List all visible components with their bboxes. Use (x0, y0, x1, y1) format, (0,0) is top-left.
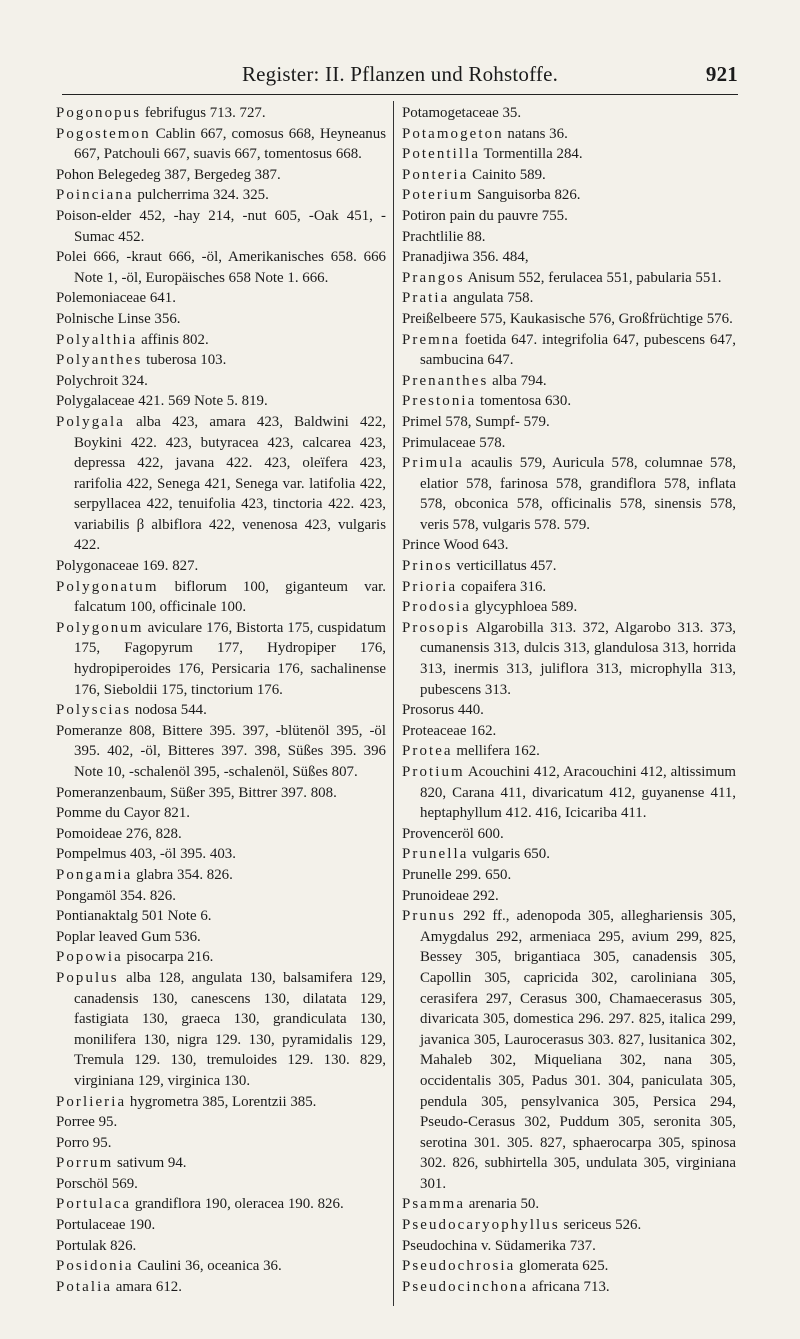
index-entry (402, 1215, 736, 1236)
entry-head: Populus (56, 969, 119, 986)
entry-text: sericeus 526. (559, 1217, 642, 1234)
entry-head: Polygonum (56, 619, 144, 636)
index-entry (402, 1277, 736, 1298)
entry-head: Pomeranze 808, Bittere 395. 397, -blütenöl 395, -öl 395. 402, -öl, Bitteres 397. 398, Süßes 395. 396 Note 10, -schalenöl 395, -schalenöl, Süßes 807. (56, 722, 386, 780)
index-entry (56, 206, 386, 247)
index-entry (402, 618, 736, 700)
left-column (56, 103, 386, 1297)
entry-text: acaulis 579, Auricula 578, columnae 578, elatior 578, farinosa 578, grandiflora 578, inflata 578, obconica 578, officinalis 578, sinensis 578, veris 578, vulgaris 578. 579. (420, 455, 736, 533)
index-entry (56, 927, 386, 948)
index-entry (56, 1236, 386, 1257)
entry-head: Potamogeton (402, 125, 504, 142)
entry-head: Prosopis (402, 619, 471, 636)
entry-head: Poterium (402, 187, 474, 204)
entry-head: Pseudocaryophyllus (402, 1217, 560, 1234)
entry-head: Portulaceae 190. (56, 1217, 156, 1234)
entry-text: pulcherrima 324. 325. (133, 187, 269, 204)
index-entry (56, 1112, 386, 1133)
entry-text: febrifugus 713. 727. (141, 105, 266, 121)
entry-head: Primel 578, Sumpf- 579. (402, 413, 550, 430)
index-entry (402, 268, 736, 289)
index-entry (402, 165, 736, 186)
index-entry (56, 309, 386, 330)
index-entry (56, 1133, 386, 1154)
index-entry (56, 865, 386, 886)
index-entry (56, 124, 386, 165)
entry-head: Polei 666, -kraut 666, -öl, Amerikanisches 658. 666 Note 1, -öl, Europäisches 658 Note 1. 666. (56, 249, 386, 286)
header-title: Register: II. Pflanzen und Rohstoffe. (241, 62, 559, 86)
entry-head: Proteaceae 162. (402, 722, 497, 739)
entry-head: Pohon Belegedeg 387, Bergedeg 387. (56, 166, 281, 183)
index-entry (402, 886, 736, 907)
index-entry (56, 577, 386, 618)
index-entry (56, 700, 386, 721)
entry-text: foetida 647. integrifolia 647, pubescens 647, sambucina 647. (420, 331, 736, 369)
entry-text: arenaria 50. (465, 1196, 540, 1213)
entry-head: Posidonia (56, 1258, 134, 1275)
entry-head: Pomeranzenbaum, Süßer 395, Bittrer 397. 808. (56, 784, 337, 801)
entry-head: Potentilla (402, 146, 481, 163)
entry-head: Portulaca (56, 1196, 132, 1213)
entry-text: tomentosa 630. (476, 393, 572, 410)
entry-head: Prunelle 299. 650. (402, 866, 512, 883)
index-entry (402, 330, 736, 371)
index-entry (402, 1236, 736, 1257)
index-entry (402, 762, 736, 824)
entry-head: Pomoideae 276, 828. (56, 825, 182, 842)
index-entry (56, 247, 386, 288)
index-entry (56, 1256, 386, 1277)
entry-head: Prunella (402, 846, 469, 863)
entry-head: Prunus (402, 908, 456, 925)
entry-text: Cainito 589. (468, 166, 546, 183)
entry-head: Ponteria (402, 166, 469, 183)
entry-text: nodosa 544. (131, 702, 207, 719)
entry-head: Prinos (402, 558, 453, 575)
entry-head: Potalia (56, 1278, 113, 1295)
entry-head: Pogostemon (56, 125, 151, 142)
entry-head: Protium (402, 764, 465, 780)
entry-head: Poison-elder 452, -hay 214, -nut 605, -Oak 451, -Sumac 452. (56, 207, 386, 245)
entry-head: Pongamia (56, 866, 133, 883)
entry-text: alba 794. (488, 372, 547, 389)
entry-text: alba 423, amara 423, Baldwini 422, Boykini 422. 423, butyracea 423, calcarea 423, depressa 422, javana 422. 423, oleïfera 423, rarifolia 422, Senega 421, Senega var. latifolia 422, serpyllacea 422, tenuifolia 423, tinctoria 422. 423, variabilis β albiflora 422, venenosa 423, vulgaris 422. (74, 413, 386, 554)
index-entry (402, 741, 736, 762)
entry-head: Psamma (402, 1196, 466, 1213)
entry-head: Porschöl 569. (56, 1175, 138, 1192)
entry-head: Pseudochina v. Südamerika 737. (402, 1237, 596, 1254)
index-entry (56, 350, 386, 371)
entry-head: Pontianaktalg 501 Note 6. (56, 908, 212, 925)
index-entry (402, 433, 736, 454)
entry-head: Poplar leaved Gum 536. (56, 928, 201, 945)
entry-text: aviculare 176, Bistorta 175, cuspidatum 175, Fagopyrum 177, Hydropiper 176, hydropiperoides 176, Persicaria 176, sachalinense 176, Sieboldii 175, tinctorium 176. (74, 619, 386, 698)
entry-head: Pogonopus (56, 105, 142, 121)
index-entry (56, 906, 386, 927)
entry-head: Preißelbeere 575, Kaukasische 576, Großfrüchtige 576. (402, 310, 733, 327)
index-entry (56, 1092, 386, 1113)
entry-head: Poinciana (56, 187, 134, 204)
index-entry (402, 185, 736, 206)
column-divider (393, 101, 394, 1306)
index-entry (56, 185, 386, 206)
entry-head: Porlieria (56, 1093, 127, 1110)
index-entry (402, 103, 736, 124)
entry-head: Potamogetaceae 35. (402, 105, 522, 121)
index-entry (402, 144, 736, 165)
entry-head: Prunoideae 292. (402, 887, 499, 904)
index-entry (56, 721, 386, 783)
entry-text: mellifera 162. (452, 743, 540, 760)
entry-head: Prioria (402, 578, 458, 595)
index-entry (56, 1194, 386, 1215)
entry-text: angulata 758. (449, 290, 534, 307)
index-entry (56, 330, 386, 351)
entry-head: Prestonia (402, 393, 477, 410)
index-entry (402, 597, 736, 618)
entry-head: Polyscias (56, 702, 132, 719)
entry-text: glabra 354. 826. (132, 866, 233, 883)
entry-head: Pseudochrosia (402, 1258, 516, 1275)
entry-head: Primula (402, 455, 464, 472)
index-entry (402, 206, 736, 227)
entry-head: Porree 95. (56, 1114, 118, 1131)
index-entry (56, 1215, 386, 1236)
entry-head: Prenanthes (402, 372, 489, 389)
header-rule (62, 94, 738, 95)
index-entry (56, 1174, 386, 1195)
entry-head: Polychroit 324. (56, 372, 148, 389)
entry-text: Sanguisorba 826. (473, 187, 581, 204)
entry-text: alba 128, angulata 130, balsamifera 129, canadensis 130, canescens 130, dilatata 129, fastigiata 130, graeca 130, grandiculata 130, monilifera 130, nigra 129. 130, pyramidalis 129, Tremula 129. 130, tremuloides 129. 130. 829, virginiana 129, virginica 130. (74, 969, 386, 1089)
index-entry (402, 247, 736, 268)
index-entry (56, 947, 386, 968)
entry-head: Pomme du Cayor 821. (56, 805, 191, 822)
running-header (40, 62, 760, 96)
index-entry (402, 371, 736, 392)
right-column (402, 103, 736, 1297)
entry-text: hygrometra 385, Lorentzii 385. (126, 1093, 317, 1110)
index-entry (402, 288, 736, 309)
entry-text: glycyphloea 589. (470, 599, 578, 616)
entry-head: Polyalthia (56, 331, 138, 348)
index-entry (56, 412, 386, 556)
index-entry (402, 844, 736, 865)
index-entry (402, 391, 736, 412)
index-entry (56, 968, 386, 1092)
entry-head: Prince Wood 643. (402, 537, 509, 554)
index-entry (402, 1256, 736, 1277)
index-entry (402, 865, 736, 886)
entry-text: affinis 802. (137, 331, 209, 348)
index-entry (402, 721, 736, 742)
index-entry (402, 124, 736, 145)
index-entry (56, 886, 386, 907)
entry-text: natans 36. (503, 125, 568, 142)
entry-head: Portulak 826. (56, 1237, 137, 1254)
entry-head: Prachtlilie 88. (402, 228, 486, 245)
entry-text: biflorum 100, giganteum var. falcatum 100, officinale 100. (74, 578, 386, 616)
page-number: 921 (705, 62, 738, 86)
entry-text: Tormentilla 284. (480, 146, 583, 163)
entry-text: Cablin 667, comosus 668, Heyneanus 667, Patchouli 667, suavis 667, tomentosus 668. (74, 125, 386, 163)
entry-text: Anisum 552, ferulacea 551, pabularia 551. (464, 269, 722, 286)
index-entry (56, 165, 386, 186)
entry-head: Prangos (402, 269, 465, 286)
index-entry (56, 844, 386, 865)
entry-text: Caulini 36, oceanica 36. (133, 1258, 282, 1275)
index-entry (56, 1277, 386, 1298)
entry-head: Prosorus 440. (402, 702, 484, 719)
entry-text: africana 713. (528, 1278, 610, 1295)
index-entry (56, 103, 386, 124)
index-entry (402, 824, 736, 845)
entry-text: Acouchini 412, Aracouchini 412, altissimum 820, Carana 411, divaricatum 412, guyanense 411, heptaphyllum 412. 416, Icicariba 411. (420, 764, 736, 822)
entry-head: Polygalaceae 421. 569 Note 5. 819. (56, 393, 268, 410)
entry-head: Pseudocinchona (402, 1278, 529, 1295)
index-entry (402, 906, 736, 1194)
index-entry (402, 577, 736, 598)
index-entry (402, 535, 736, 556)
index-entry (402, 700, 736, 721)
index-entry (402, 1194, 736, 1215)
entry-head: Pratia (402, 290, 450, 307)
entry-head: Polygonaceae 169. 827. (56, 558, 199, 575)
entry-text: grandiflora 190, oleracea 190. 826. (131, 1196, 344, 1213)
index-entry (56, 803, 386, 824)
entry-head: Polemoniaceae 641. (56, 290, 176, 307)
entry-head: Porro 95. (56, 1134, 112, 1151)
entry-text: tuberosa 103. (142, 352, 227, 369)
entry-head: Porrum (56, 1155, 114, 1172)
index-entry (56, 1153, 386, 1174)
entry-head: Polyanthes (56, 352, 143, 369)
entry-text: copaifera 316. (457, 578, 547, 595)
entry-head: Primulaceae 578. (402, 434, 506, 451)
index-entry (56, 783, 386, 804)
index-entry (402, 453, 736, 535)
entry-text: amara 612. (112, 1278, 182, 1295)
entry-head: Potiron pain du pauvre 755. (402, 207, 568, 224)
entry-text: verticillatus 457. (452, 558, 557, 575)
index-entry (56, 824, 386, 845)
entry-head: Polnische Linse 356. (56, 310, 181, 327)
entry-head: Protea (402, 743, 453, 760)
entry-head: Polygala (56, 413, 125, 430)
index-entry (402, 412, 736, 433)
entry-text: 292 ff., adenopoda 305, alleghariensis 305, Amygdalus 292, armeniaca 295, avium 299, 825, Bessey 305, brigantiaca 305, canadensis 305, Capollin 305, capricida 302, caroliniana 305, cerasifera 297, Cerasus 300, Chamaecerasus 305, divaricata 305, domestica 296. 297. 825, italica 299, javanica 305, Laurocerasus 303. 827, lusitanica 302, Mahaleb 302, Miqueliana 302, nana 305, occidentalis 305, Padus 301. 304, paniculata 305, pendula 305, pensylvanica 305, Persica 294, Pseudo-Cerasus 302, Puddum 305, seronita 305, serotina 301. 305. 827, sphaerocarpa 305, spinosa 302. 826, subhirtella 305, undulata 305, virginiana 301. (420, 908, 736, 1192)
entry-head: Premna (402, 331, 461, 348)
entry-head: Polygonatum (56, 578, 159, 595)
entry-text: vulgaris 650. (468, 846, 550, 863)
index-entry (402, 227, 736, 248)
index-entry (402, 309, 736, 330)
entry-text: glomerata 625. (515, 1258, 609, 1275)
entry-head: Provenceröl 600. (402, 825, 504, 842)
entry-text: Algarobilla 313. 372, Algarobo 313. 373, cumanensis 313, dulcis 313, glandulosa 313, horrida 313, inermis 313, juliflora 313, microphylla 313, pubescens 313. (420, 619, 736, 698)
entry-text: sativum 94. (113, 1155, 187, 1172)
index-entry (56, 371, 386, 392)
entry-head: Pompelmus 403, -öl 395. 403. (56, 846, 236, 863)
index-entry (56, 391, 386, 412)
entry-head: Pongamöl 354. 826. (56, 887, 176, 904)
index-entry (56, 288, 386, 309)
index-entry (56, 618, 386, 700)
entry-head: Popowia (56, 949, 123, 966)
entry-text: pisocarpa 216. (122, 949, 214, 966)
entry-head: Prodosia (402, 599, 471, 616)
entry-head: Pranadjiwa 356. 484, (402, 249, 529, 266)
index-entry (56, 556, 386, 577)
index-entry (402, 556, 736, 577)
